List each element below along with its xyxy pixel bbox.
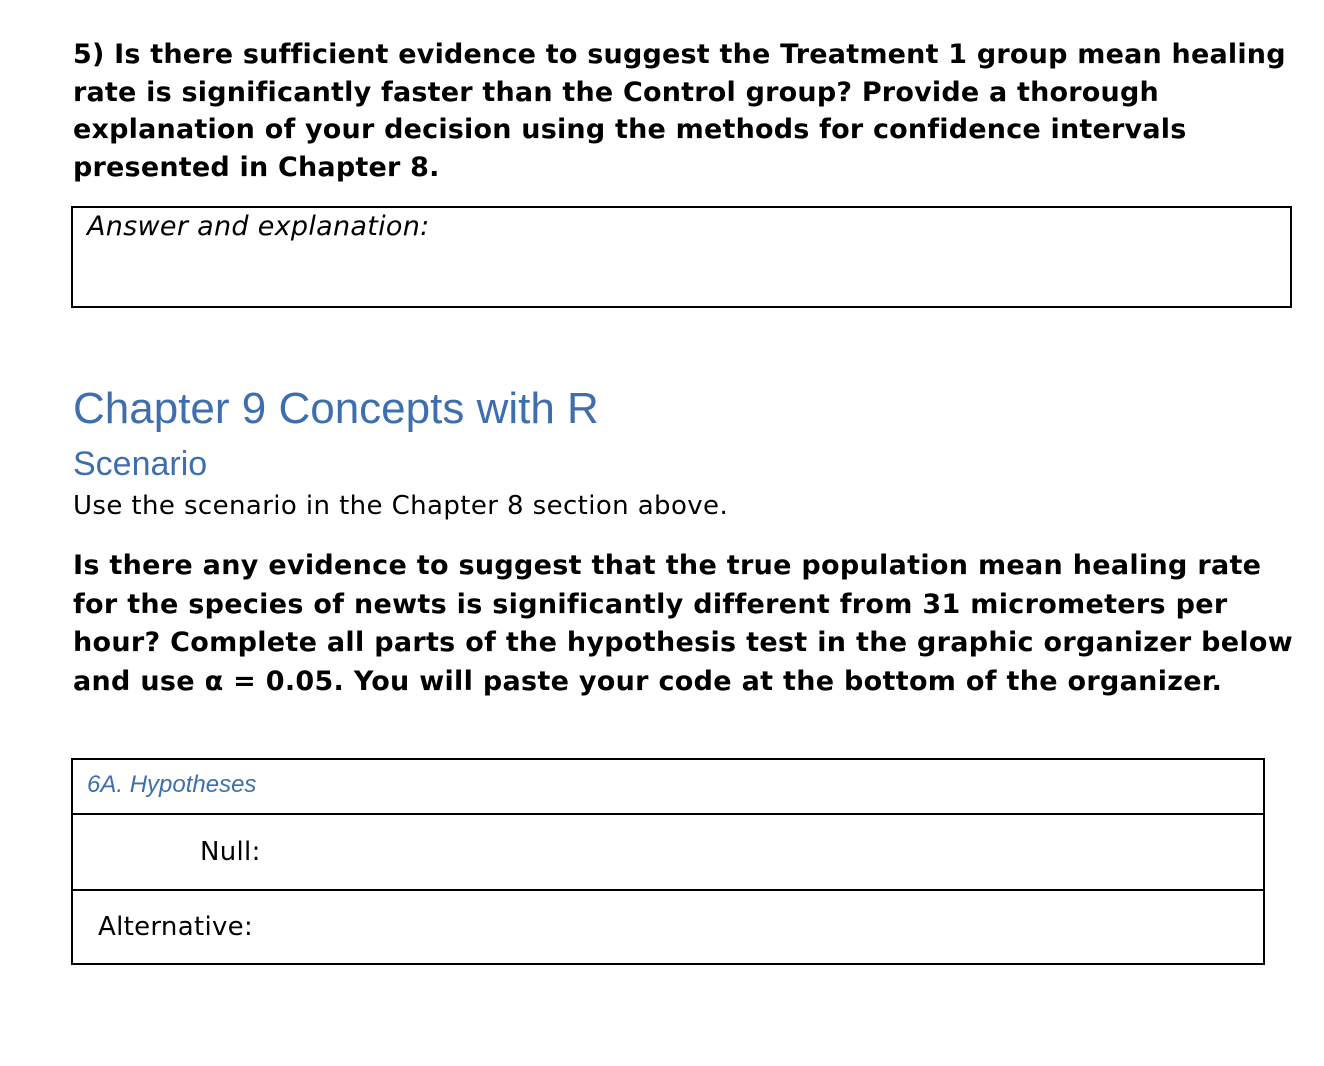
alternative-hypothesis-row[interactable]	[73, 889, 1263, 963]
document-page	[73, 36, 1303, 942]
null-hypothesis-row[interactable]	[73, 813, 1263, 889]
scenario-heading: Scenario	[73, 445, 208, 483]
question-5-text: 5) Is there sufficient evidence to suggest the Treatment 1 group mean healing rate is significantly faster than the Control group? Provide a thorough explanation of your decision using the methods for confidence intervals presented in Chapter 8.	[73, 39, 1286, 183]
chapter-9-title: Chapter 9 Concepts with R	[73, 384, 599, 433]
null-hypothesis-label: Null:	[200, 837, 261, 867]
answer-explanation-box[interactable]	[71, 206, 1292, 308]
scenario-text: Use the scenario in the Chapter 8 section above.	[73, 491, 729, 521]
answer-explanation-label: Answer and explanation:	[87, 211, 430, 242]
hypotheses-heading: 6A. Hypotheses	[87, 771, 257, 798]
question-6-text: Is there any evidence to suggest that the true population mean healing rate for the species of newts is significantly different from 31 micrometers per hour? Complete all parts of the hypothesis test in the graphic organizer below and use α = 0.05. You will paste your code at the bottom of the organizer.	[73, 550, 1294, 697]
hypotheses-organizer-table	[71, 758, 1265, 965]
alternative-hypothesis-label: Alternative:	[98, 912, 254, 942]
organizer-header-row	[73, 760, 1263, 813]
